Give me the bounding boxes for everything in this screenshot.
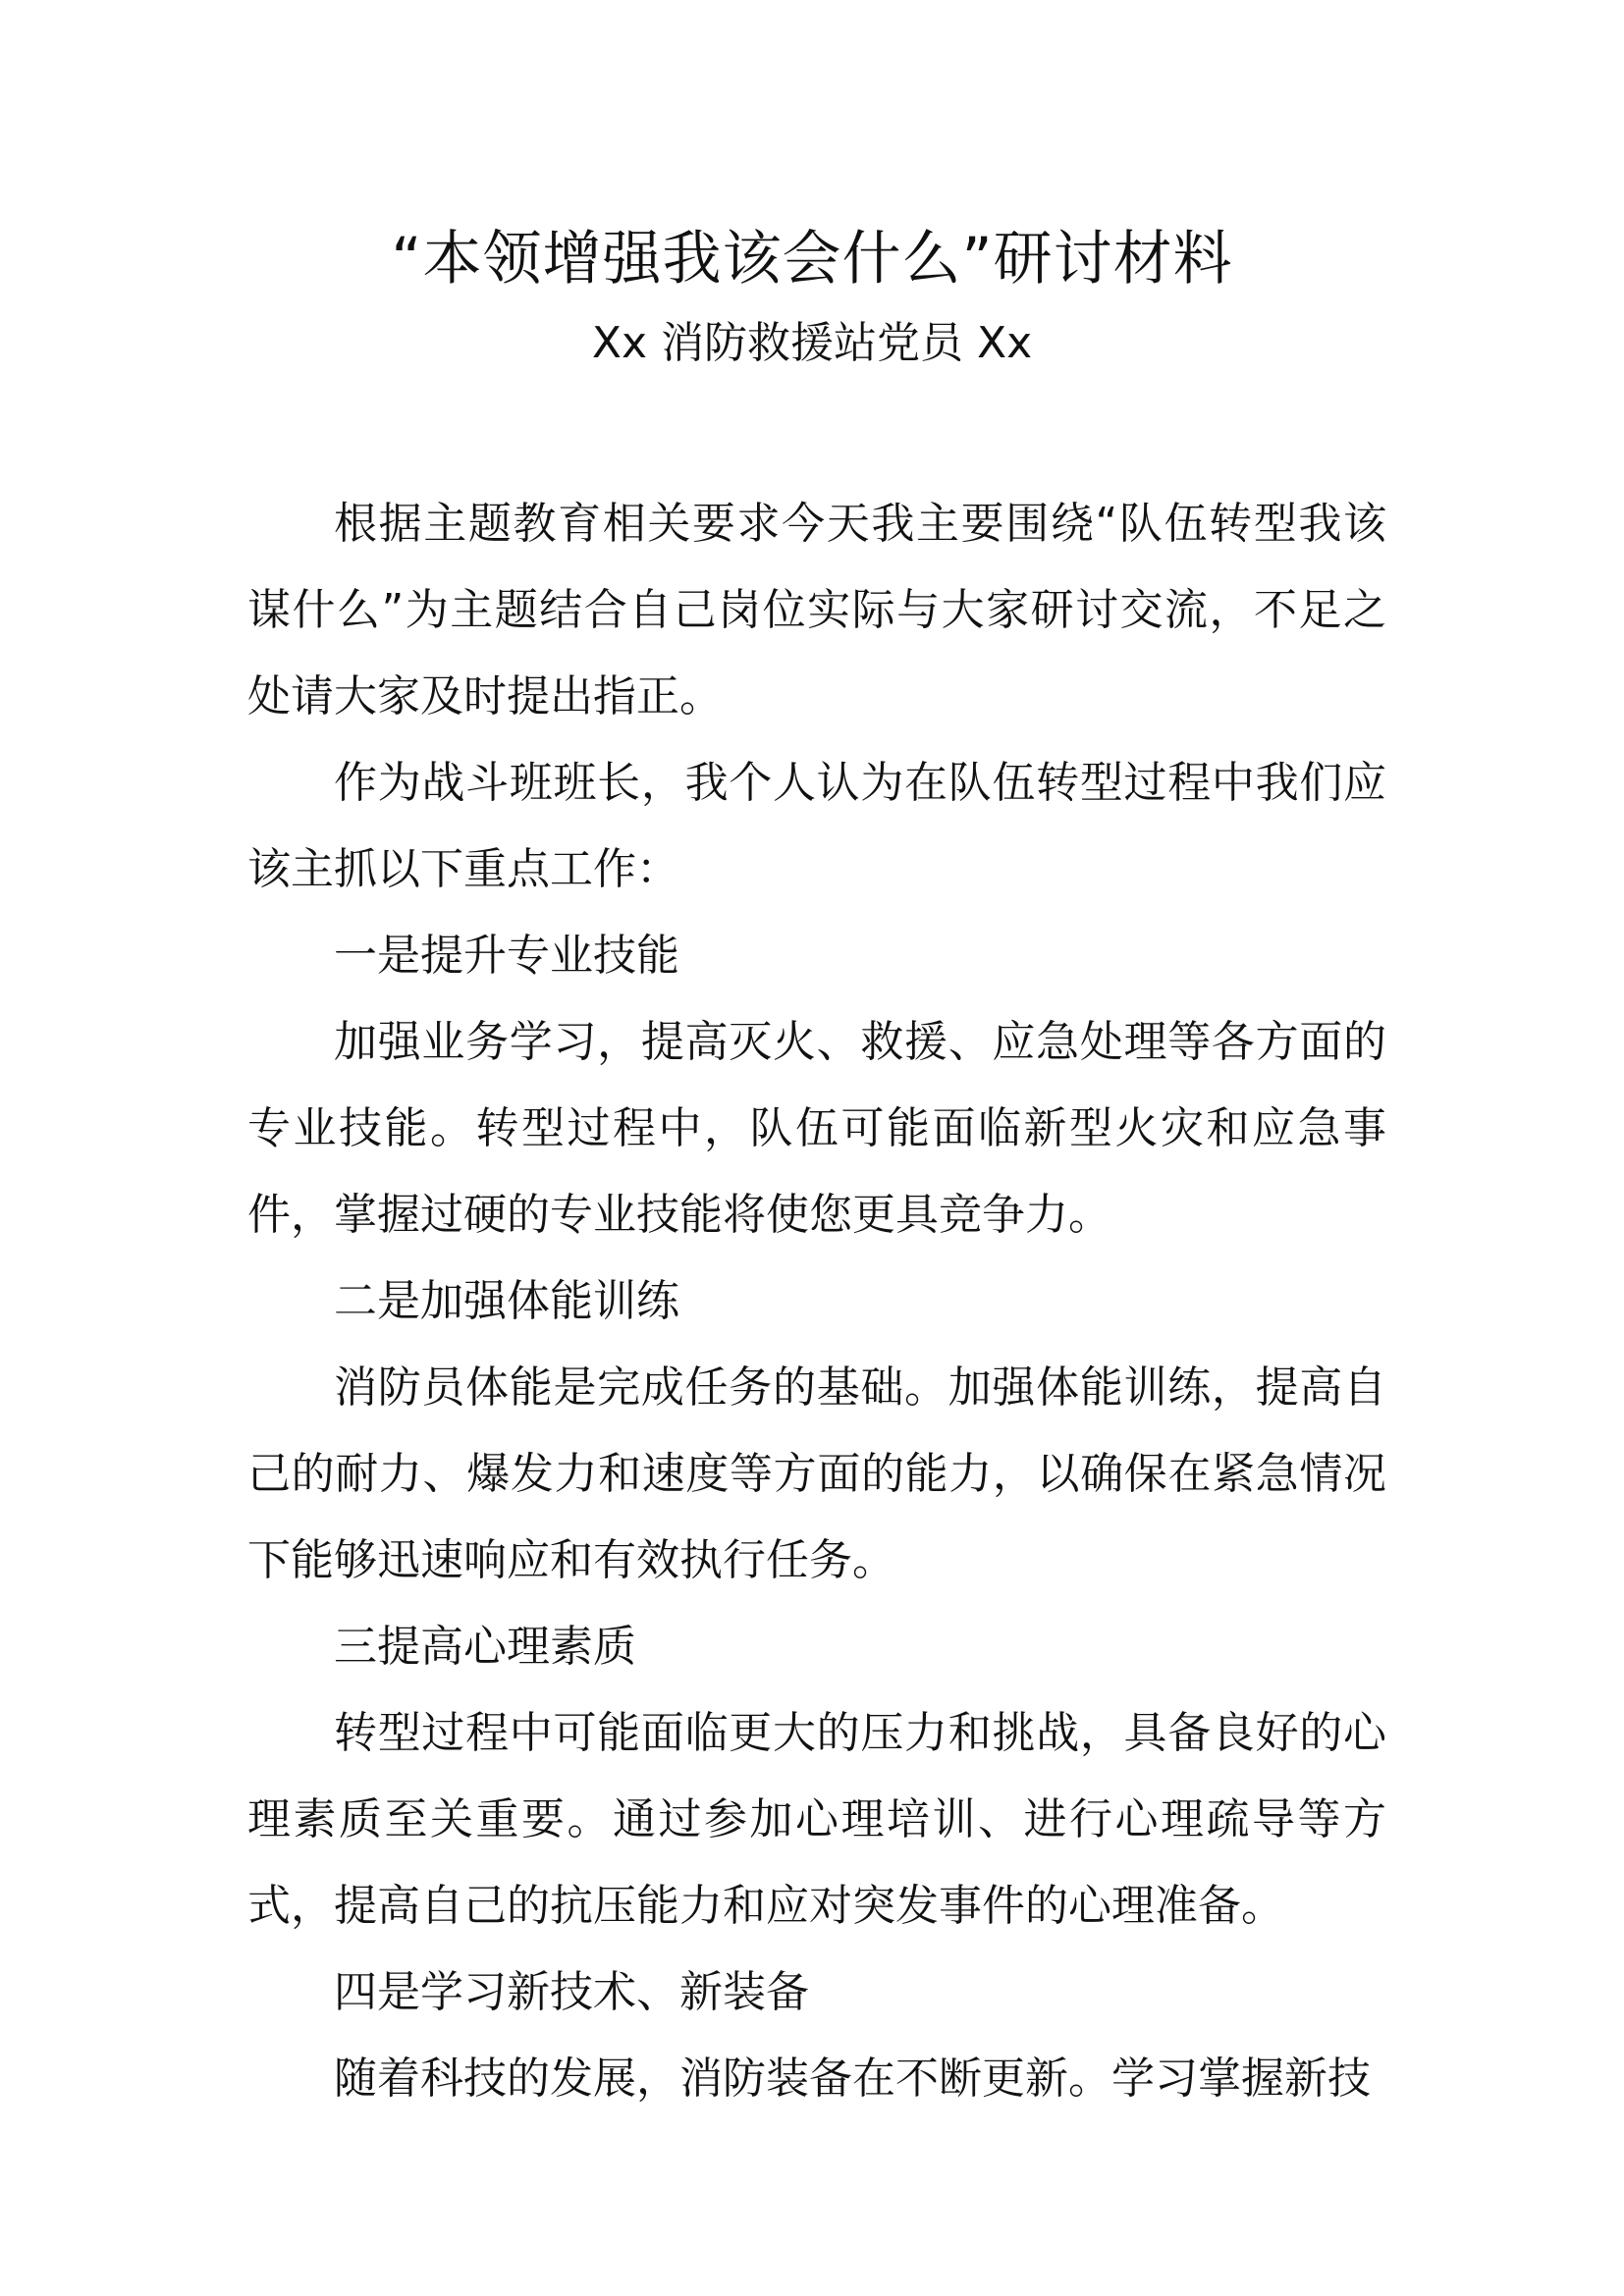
paragraph-role: 作为战斗班班长，我个人认为在队伍转型过程中我们应该主抓以下重点工作：: [247, 758, 1386, 894]
section-body-4: 随着科技的发展，消防装备在不断更新。学习掌握新技: [334, 2054, 1371, 2104]
section-heading-3: 三提高心理素质: [334, 1622, 636, 1672]
section-heading-4: 四是学习新技术、新装备: [334, 1967, 809, 2017]
section-heading-2: 二是加强体能训练: [334, 1276, 679, 1326]
document-body: [247, 481, 1386, 2122]
section-body-3: 转型过程中可能面临更大的压力和挑战，具备良好的心理素质至关重要。通过参加心理培训、进行心理疏导等方式，提高自己的抗压能力和应对突发事件的心理准备。: [247, 1708, 1386, 1931]
section-heading-1: 一是提升专业技能: [334, 931, 679, 981]
section-body-1: 加强业务学习，提高灭火、救援、应急处理等各方面的专业技能。转型过程中，队伍可能面临新型火灾和应急事件，掌握过硬的专业技能将使您更具竞争力。: [247, 1017, 1386, 1240]
section-body-2: 消防员体能是完成任务的基础。加强体能训练，提高自己的耐力、爆发力和速度等方面的能力，以确保在紧急情况下能够迅速响应和有效执行任务。: [247, 1362, 1386, 1585]
document-title: “本领增强我该会什么”研讨材料: [391, 225, 1233, 294]
author-line: Xx 消防救援站党员 Xx: [591, 318, 1033, 368]
paragraph-intro: 根据主题教育相关要求今天我主要围绕“队伍转型我该谋什么”为主题结合自己岗位实际与大家研讨交流，不足之处请大家及时提出指正。: [247, 499, 1386, 721]
